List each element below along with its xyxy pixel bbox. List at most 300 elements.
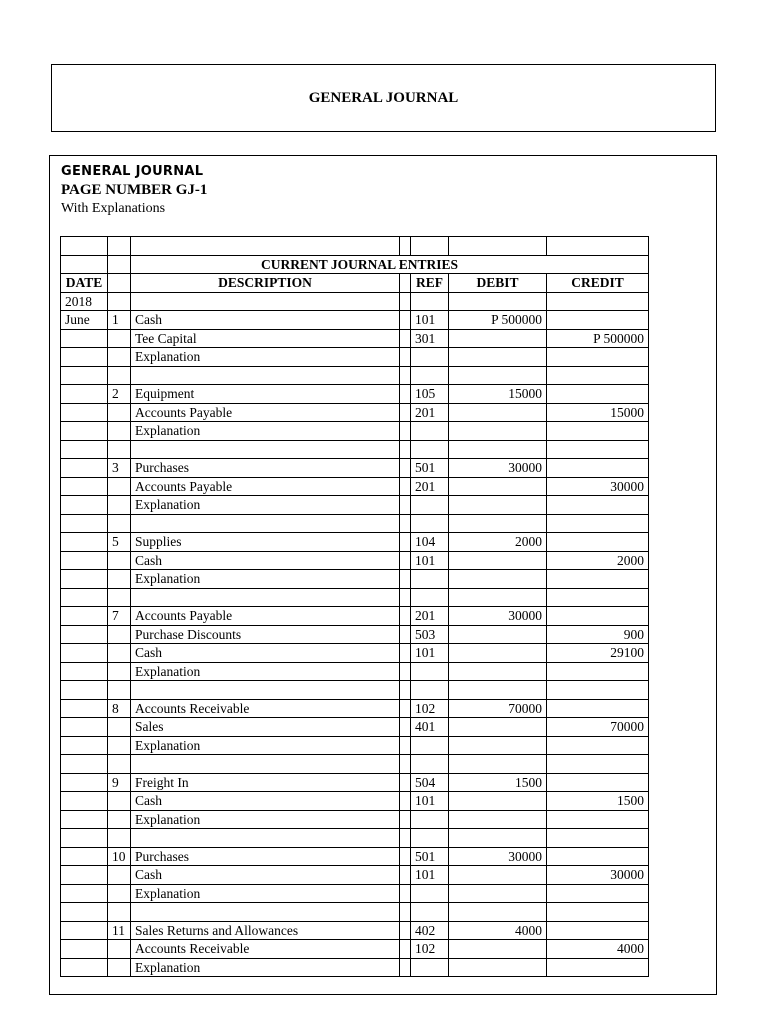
- spacer-cell: [400, 718, 411, 737]
- day-cell: 10: [108, 847, 131, 866]
- column-header-debit: DEBIT: [449, 274, 547, 293]
- date-cell: [61, 921, 108, 940]
- day-cell: 8: [108, 699, 131, 718]
- day-cell: [108, 903, 131, 922]
- debit-cell: [449, 903, 547, 922]
- day-cell: [108, 958, 131, 977]
- journal-heading: GENERAL JOURNAL: [61, 164, 204, 179]
- spacer-cell: [400, 514, 411, 533]
- description-cell: Explanation: [131, 348, 400, 367]
- ref-cell: [411, 662, 449, 681]
- date-cell: [61, 366, 108, 385]
- spacer-cell: [400, 588, 411, 607]
- ref-cell: 101: [411, 644, 449, 663]
- spacer-cell: [400, 921, 411, 940]
- day-cell: [108, 884, 131, 903]
- table-row: [61, 533, 649, 552]
- table-row-blank: [61, 237, 649, 256]
- date-cell: [61, 792, 108, 811]
- credit-cell: [547, 514, 649, 533]
- day-cell: [108, 348, 131, 367]
- description-cell: Equipment: [131, 385, 400, 404]
- description-cell: Purchase Discounts: [131, 625, 400, 644]
- debit-cell: 15000: [449, 385, 547, 404]
- credit-cell: [547, 736, 649, 755]
- date-cell: [61, 607, 108, 626]
- debit-cell: [449, 681, 547, 700]
- description-cell: Explanation: [131, 662, 400, 681]
- debit-cell: 30000: [449, 607, 547, 626]
- description-cell: Explanation: [131, 884, 400, 903]
- ref-cell: 401: [411, 718, 449, 737]
- ref-cell: 501: [411, 459, 449, 478]
- description-cell: Sales Returns and Allowances: [131, 921, 400, 940]
- description-cell: Accounts Receivable: [131, 940, 400, 959]
- debit-cell: [449, 348, 547, 367]
- spacer-cell: [400, 903, 411, 922]
- debit-cell: [449, 477, 547, 496]
- description-cell: Cash: [131, 792, 400, 811]
- credit-cell: [547, 773, 649, 792]
- ref-cell: [411, 903, 449, 922]
- credit-cell: [547, 755, 649, 774]
- date-cell: [61, 829, 108, 848]
- day-cell: [108, 810, 131, 829]
- date-cell: June: [61, 311, 108, 330]
- debit-cell: 30000: [449, 459, 547, 478]
- spacer-cell: [400, 644, 411, 663]
- date-cell: [61, 718, 108, 737]
- table-row: [61, 866, 649, 885]
- credit-cell: [547, 440, 649, 459]
- debit-cell: [449, 810, 547, 829]
- debit-cell: [449, 958, 547, 977]
- ref-cell: 101: [411, 866, 449, 885]
- day-cell: [108, 329, 131, 348]
- table-row: [61, 940, 649, 959]
- day-cell: [108, 644, 131, 663]
- description-cell: Explanation: [131, 422, 400, 441]
- day-cell: [108, 792, 131, 811]
- credit-cell: [547, 681, 649, 700]
- debit-cell: 4000: [449, 921, 547, 940]
- debit-cell: [449, 329, 547, 348]
- day-cell: [108, 736, 131, 755]
- table-row: [61, 385, 649, 404]
- description-cell: Purchases: [131, 847, 400, 866]
- debit-cell: P 500000: [449, 311, 547, 330]
- date-cell: [61, 496, 108, 515]
- credit-cell: 15000: [547, 403, 649, 422]
- credit-cell: [547, 903, 649, 922]
- day-cell: [108, 551, 131, 570]
- ref-cell: 104: [411, 533, 449, 552]
- table-row: [61, 496, 649, 515]
- debit-cell: [449, 662, 547, 681]
- journal-table-body: [61, 237, 649, 977]
- column-header-description: DESCRIPTION: [131, 274, 400, 293]
- ref-cell: [411, 829, 449, 848]
- description-cell: Cash: [131, 551, 400, 570]
- table-row: [61, 422, 649, 441]
- debit-cell: [449, 366, 547, 385]
- debit-cell: [449, 718, 547, 737]
- debit-cell: [449, 829, 547, 848]
- spacer-cell: [400, 884, 411, 903]
- table-row: [61, 662, 649, 681]
- debit-cell: [449, 736, 547, 755]
- credit-cell: [547, 348, 649, 367]
- ref-cell: [411, 366, 449, 385]
- description-cell: Freight In: [131, 773, 400, 792]
- description-cell: [131, 755, 400, 774]
- table-row: [61, 958, 649, 977]
- day-cell: [108, 570, 131, 589]
- table-row: [61, 625, 649, 644]
- spacer-cell: [400, 551, 411, 570]
- description-cell: Accounts Receivable: [131, 699, 400, 718]
- table-row: [61, 588, 649, 607]
- credit-cell: 70000: [547, 718, 649, 737]
- credit-cell: 4000: [547, 940, 649, 959]
- credit-cell: [547, 958, 649, 977]
- spacer-cell: [400, 829, 411, 848]
- ref-cell: 101: [411, 311, 449, 330]
- ref-cell: 101: [411, 551, 449, 570]
- date-cell: [61, 644, 108, 663]
- credit-cell: [547, 588, 649, 607]
- debit-cell: [449, 588, 547, 607]
- table-title-row: [61, 255, 649, 274]
- spacer-cell: [400, 755, 411, 774]
- column-header-ref: REF: [411, 274, 449, 293]
- description-cell: [131, 588, 400, 607]
- date-cell: [61, 385, 108, 404]
- credit-cell: [547, 366, 649, 385]
- day-cell: [108, 940, 131, 959]
- credit-cell: 30000: [547, 866, 649, 885]
- ref-cell: 101: [411, 792, 449, 811]
- ref-cell: 503: [411, 625, 449, 644]
- spacer-cell: [400, 459, 411, 478]
- spacer-cell: [400, 792, 411, 811]
- day-cell: [108, 477, 131, 496]
- table-title: CURRENT JOURNAL ENTRIES: [260, 256, 459, 272]
- date-cell: [61, 884, 108, 903]
- description-cell: Cash: [131, 311, 400, 330]
- debit-cell: 30000: [449, 847, 547, 866]
- spacer-cell: [400, 422, 411, 441]
- day-cell: [108, 514, 131, 533]
- table-row: [61, 477, 649, 496]
- ref-cell: [411, 588, 449, 607]
- credit-cell: [547, 533, 649, 552]
- debit-cell: [449, 514, 547, 533]
- date-cell: [61, 588, 108, 607]
- day-cell: [108, 829, 131, 848]
- credit-cell: 2000: [547, 551, 649, 570]
- ref-cell: [411, 884, 449, 903]
- debit-cell: [449, 551, 547, 570]
- day-cell: [108, 588, 131, 607]
- date-cell: [61, 477, 108, 496]
- spacer-cell: [400, 348, 411, 367]
- table-row: [61, 459, 649, 478]
- date-cell: [61, 866, 108, 885]
- ref-cell: [411, 958, 449, 977]
- credit-cell: [547, 570, 649, 589]
- debit-cell: [449, 422, 547, 441]
- credit-cell: [547, 847, 649, 866]
- table-row: [61, 755, 649, 774]
- table-row: [61, 884, 649, 903]
- debit-cell: [449, 440, 547, 459]
- description-cell: Explanation: [131, 736, 400, 755]
- description-cell: [131, 681, 400, 700]
- date-cell: [61, 662, 108, 681]
- day-cell: [108, 718, 131, 737]
- table-row: [61, 903, 649, 922]
- description-cell: Sales: [131, 718, 400, 737]
- day-cell: [108, 681, 131, 700]
- day-cell: [108, 403, 131, 422]
- date-cell: [61, 422, 108, 441]
- credit-cell: [547, 311, 649, 330]
- spacer-cell: [400, 847, 411, 866]
- description-cell: Cash: [131, 644, 400, 663]
- debit-cell: 2000: [449, 533, 547, 552]
- description-cell: Cash: [131, 866, 400, 885]
- ref-cell: [411, 755, 449, 774]
- credit-cell: [547, 884, 649, 903]
- table-row: [61, 514, 649, 533]
- description-cell: Supplies: [131, 533, 400, 552]
- ref-cell: [411, 348, 449, 367]
- header-box: [51, 64, 716, 132]
- date-cell: [61, 755, 108, 774]
- spacer-cell: [400, 477, 411, 496]
- day-cell: [108, 422, 131, 441]
- spacer-cell: [400, 329, 411, 348]
- table-row: [61, 644, 649, 663]
- debit-cell: 1500: [449, 773, 547, 792]
- debit-cell: [449, 866, 547, 885]
- date-cell: [61, 958, 108, 977]
- day-cell: [108, 496, 131, 515]
- table-row: [61, 551, 649, 570]
- day-cell: 2: [108, 385, 131, 404]
- credit-cell: 29100: [547, 644, 649, 663]
- column-header-credit: CREDIT: [547, 274, 649, 293]
- date-cell: [61, 459, 108, 478]
- spacer-cell: [400, 625, 411, 644]
- debit-cell: [449, 792, 547, 811]
- debit-cell: [449, 755, 547, 774]
- ref-cell: [411, 570, 449, 589]
- credit-cell: 900: [547, 625, 649, 644]
- table-row: [61, 329, 649, 348]
- debit-cell: [449, 570, 547, 589]
- table-row: [61, 348, 649, 367]
- ref-cell: 402: [411, 921, 449, 940]
- debit-cell: [449, 625, 547, 644]
- table-row: [61, 810, 649, 829]
- date-cell: [61, 403, 108, 422]
- date-cell: [61, 773, 108, 792]
- credit-cell: 1500: [547, 792, 649, 811]
- ref-cell: [411, 810, 449, 829]
- day-cell: [108, 662, 131, 681]
- table-row: [61, 366, 649, 385]
- date-cell: [61, 440, 108, 459]
- spacer-cell: [400, 662, 411, 681]
- description-cell: Explanation: [131, 496, 400, 515]
- description-cell: [131, 440, 400, 459]
- ref-cell: [411, 496, 449, 515]
- credit-cell: [547, 459, 649, 478]
- ref-cell: [411, 440, 449, 459]
- column-header-date: DATE: [61, 274, 108, 293]
- journal-subtitle: With Explanations: [61, 201, 166, 216]
- spacer-cell: [400, 681, 411, 700]
- day-cell: 1: [108, 311, 131, 330]
- description-cell: [131, 829, 400, 848]
- date-cell: [61, 903, 108, 922]
- table-header-row: [61, 274, 649, 293]
- day-cell: [108, 755, 131, 774]
- ref-cell: [411, 422, 449, 441]
- table-row: [61, 681, 649, 700]
- table-row: [61, 311, 649, 330]
- debit-cell: [449, 644, 547, 663]
- table-row: [61, 403, 649, 422]
- description-cell: Explanation: [131, 570, 400, 589]
- ref-cell: 102: [411, 699, 449, 718]
- spacer-cell: [400, 366, 411, 385]
- spacer-cell: [400, 736, 411, 755]
- ref-cell: 105: [411, 385, 449, 404]
- debit-cell: [449, 403, 547, 422]
- description-cell: [131, 366, 400, 385]
- credit-cell: [547, 662, 649, 681]
- credit-cell: 30000: [547, 477, 649, 496]
- description-cell: Accounts Payable: [131, 607, 400, 626]
- debit-cell: [449, 940, 547, 959]
- day-cell: [108, 366, 131, 385]
- ref-cell: [411, 514, 449, 533]
- spacer-cell: [400, 773, 411, 792]
- day-cell: [108, 625, 131, 644]
- spacer-cell: [400, 699, 411, 718]
- ref-cell: 201: [411, 477, 449, 496]
- spacer-cell: [400, 866, 411, 885]
- table-row: [61, 792, 649, 811]
- document-title: GENERAL JOURNAL: [308, 89, 459, 106]
- date-cell: [61, 847, 108, 866]
- description-cell: [131, 903, 400, 922]
- description-cell: Accounts Payable: [131, 403, 400, 422]
- credit-cell: [547, 385, 649, 404]
- description-cell: Purchases: [131, 459, 400, 478]
- ref-cell: 301: [411, 329, 449, 348]
- spacer-cell: [400, 385, 411, 404]
- journal-table: [60, 236, 649, 977]
- table-row: [61, 699, 649, 718]
- description-cell: Tee Capital: [131, 329, 400, 348]
- table-row: [61, 570, 649, 589]
- date-cell: [61, 533, 108, 552]
- table-row: [61, 773, 649, 792]
- spacer-cell: [400, 311, 411, 330]
- ref-cell: 201: [411, 403, 449, 422]
- date-cell: [61, 348, 108, 367]
- spacer-cell: [400, 403, 411, 422]
- description-cell: Accounts Payable: [131, 477, 400, 496]
- day-cell: 7: [108, 607, 131, 626]
- credit-cell: [547, 829, 649, 848]
- spacer-cell: [400, 958, 411, 977]
- spacer-cell: [400, 607, 411, 626]
- page-number: PAGE NUMBER GJ-1: [61, 182, 208, 198]
- debit-cell: [449, 496, 547, 515]
- credit-cell: [547, 810, 649, 829]
- table-row: [61, 921, 649, 940]
- table-row: [61, 847, 649, 866]
- date-cell: [61, 625, 108, 644]
- credit-cell: P 500000: [547, 329, 649, 348]
- date-cell: [61, 329, 108, 348]
- debit-cell: 70000: [449, 699, 547, 718]
- date-cell: [61, 940, 108, 959]
- table-row-year: [61, 292, 649, 311]
- ref-cell: 201: [411, 607, 449, 626]
- credit-cell: [547, 699, 649, 718]
- table-row: [61, 829, 649, 848]
- credit-cell: [547, 496, 649, 515]
- spacer-cell: [400, 533, 411, 552]
- date-cell: [61, 514, 108, 533]
- day-cell: [108, 866, 131, 885]
- date-cell: [61, 570, 108, 589]
- credit-cell: [547, 422, 649, 441]
- debit-cell: [449, 884, 547, 903]
- day-cell: 9: [108, 773, 131, 792]
- description-cell: Explanation: [131, 810, 400, 829]
- table-row: [61, 736, 649, 755]
- spacer-cell: [400, 496, 411, 515]
- credit-cell: [547, 921, 649, 940]
- spacer-cell: [400, 570, 411, 589]
- table-row: [61, 440, 649, 459]
- ref-cell: [411, 736, 449, 755]
- day-cell: 3: [108, 459, 131, 478]
- ref-cell: 504: [411, 773, 449, 792]
- year-cell: 2018: [61, 292, 108, 311]
- date-cell: [61, 810, 108, 829]
- table-row: [61, 718, 649, 737]
- journal-box: [49, 155, 717, 995]
- ref-cell: 501: [411, 847, 449, 866]
- day-cell: 11: [108, 921, 131, 940]
- date-cell: [61, 699, 108, 718]
- description-cell: Explanation: [131, 958, 400, 977]
- spacer-cell: [400, 440, 411, 459]
- day-cell: [108, 440, 131, 459]
- ref-cell: [411, 681, 449, 700]
- credit-cell: [547, 607, 649, 626]
- ref-cell: 102: [411, 940, 449, 959]
- table-row: [61, 607, 649, 626]
